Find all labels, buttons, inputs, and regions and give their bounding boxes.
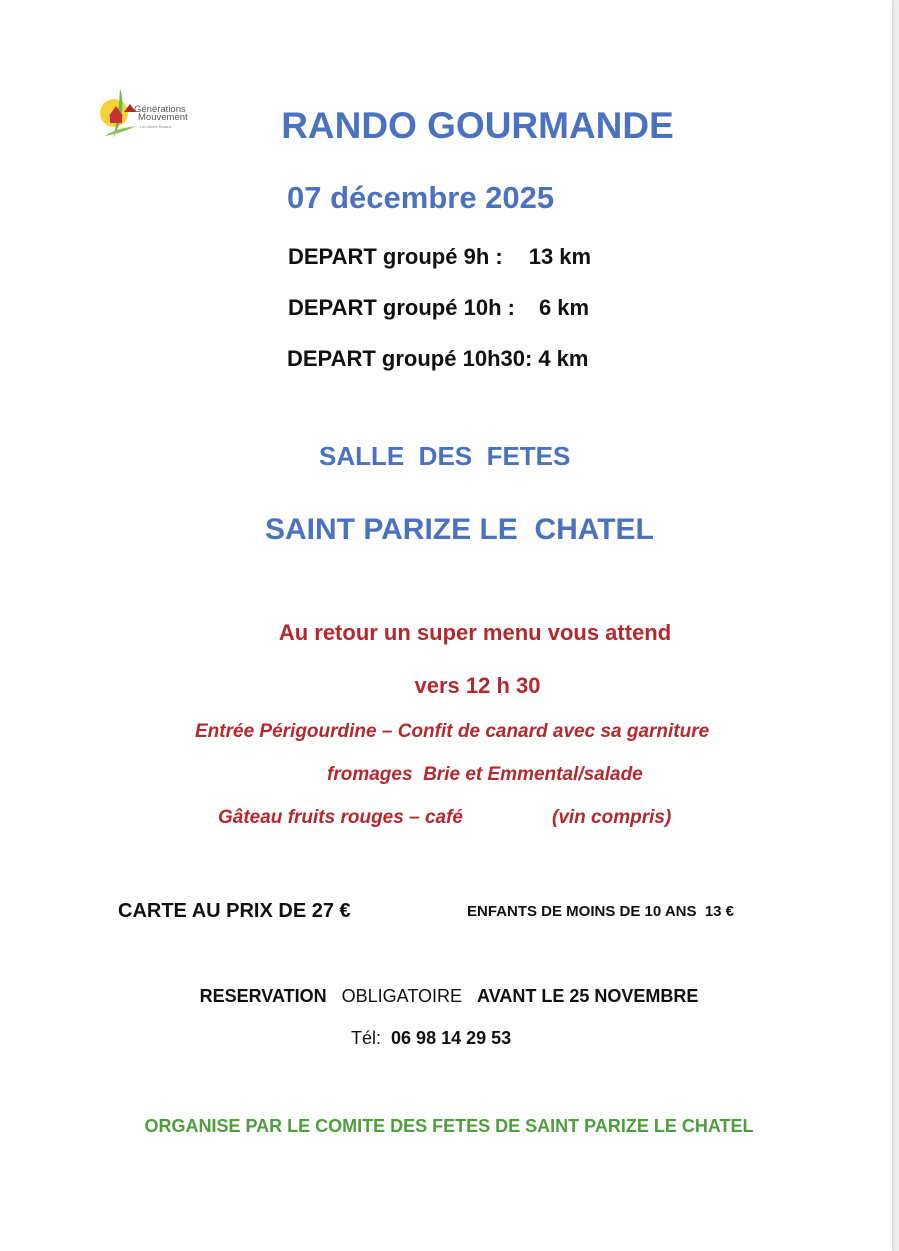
menu-intro: Au retour un super menu vous attend xyxy=(278,620,672,645)
adult-price: CARTE AU PRIX DE 27 € xyxy=(118,900,351,922)
logo-text-mouvement: Mouvement xyxy=(138,112,188,123)
departure-distance: 4 km xyxy=(538,346,589,371)
event-title: RANDO GOURMANDE xyxy=(281,105,674,146)
event-date: 07 décembre 2025 xyxy=(287,180,555,215)
reservation-deadline: AVANT LE 25 NOVEMBRE xyxy=(477,986,699,1006)
menu-dish-dessert: Gâteau fruits rouges – café xyxy=(218,807,463,828)
city: SAINT PARIZE LE CHATEL xyxy=(265,513,654,546)
phone-number: 06 98 14 29 53 xyxy=(391,1028,512,1048)
departure-label: DEPART groupé 10h30: xyxy=(287,346,533,371)
reservation-notice xyxy=(0,986,898,1007)
venue: SALLE DES FETES xyxy=(319,441,571,471)
departure-9h xyxy=(288,244,591,270)
organizer: ORGANISE PAR LE COMITE DES FETES DE SAINT PARIZE LE CHATEL xyxy=(144,1116,754,1136)
departure-label: DEPART groupé 9h : xyxy=(288,244,503,269)
menu-dish-starter-main: Entrée Périgourdine – Confit de canard avec sa garniture xyxy=(195,721,710,742)
departure-distance: 6 km xyxy=(538,295,590,320)
children-price: ENFANTS DE MOINS DE 10 ANS 13 € xyxy=(467,903,735,920)
menu-wine-note: (vin compris) xyxy=(552,807,672,828)
reservation-label: RESERVATION xyxy=(199,986,327,1006)
departure-label: DEPART groupé 10h : xyxy=(288,295,515,320)
menu-time: vers 12 h 30 xyxy=(414,673,541,698)
departure-distance: 13 km xyxy=(528,244,592,269)
departure-10h xyxy=(288,295,589,321)
contact-phone xyxy=(351,1028,511,1049)
logo-text-tagline: Les Aînés Ruraux xyxy=(140,124,172,129)
logo-text-generations: Générations xyxy=(134,104,186,115)
reservation-mandatory: OBLIGATOIRE xyxy=(341,986,463,1006)
menu-dish-cheese: fromages Brie et Emmental/salade xyxy=(327,764,643,785)
departure-10h30 xyxy=(287,346,588,372)
phone-label: Tél: xyxy=(351,1028,382,1048)
